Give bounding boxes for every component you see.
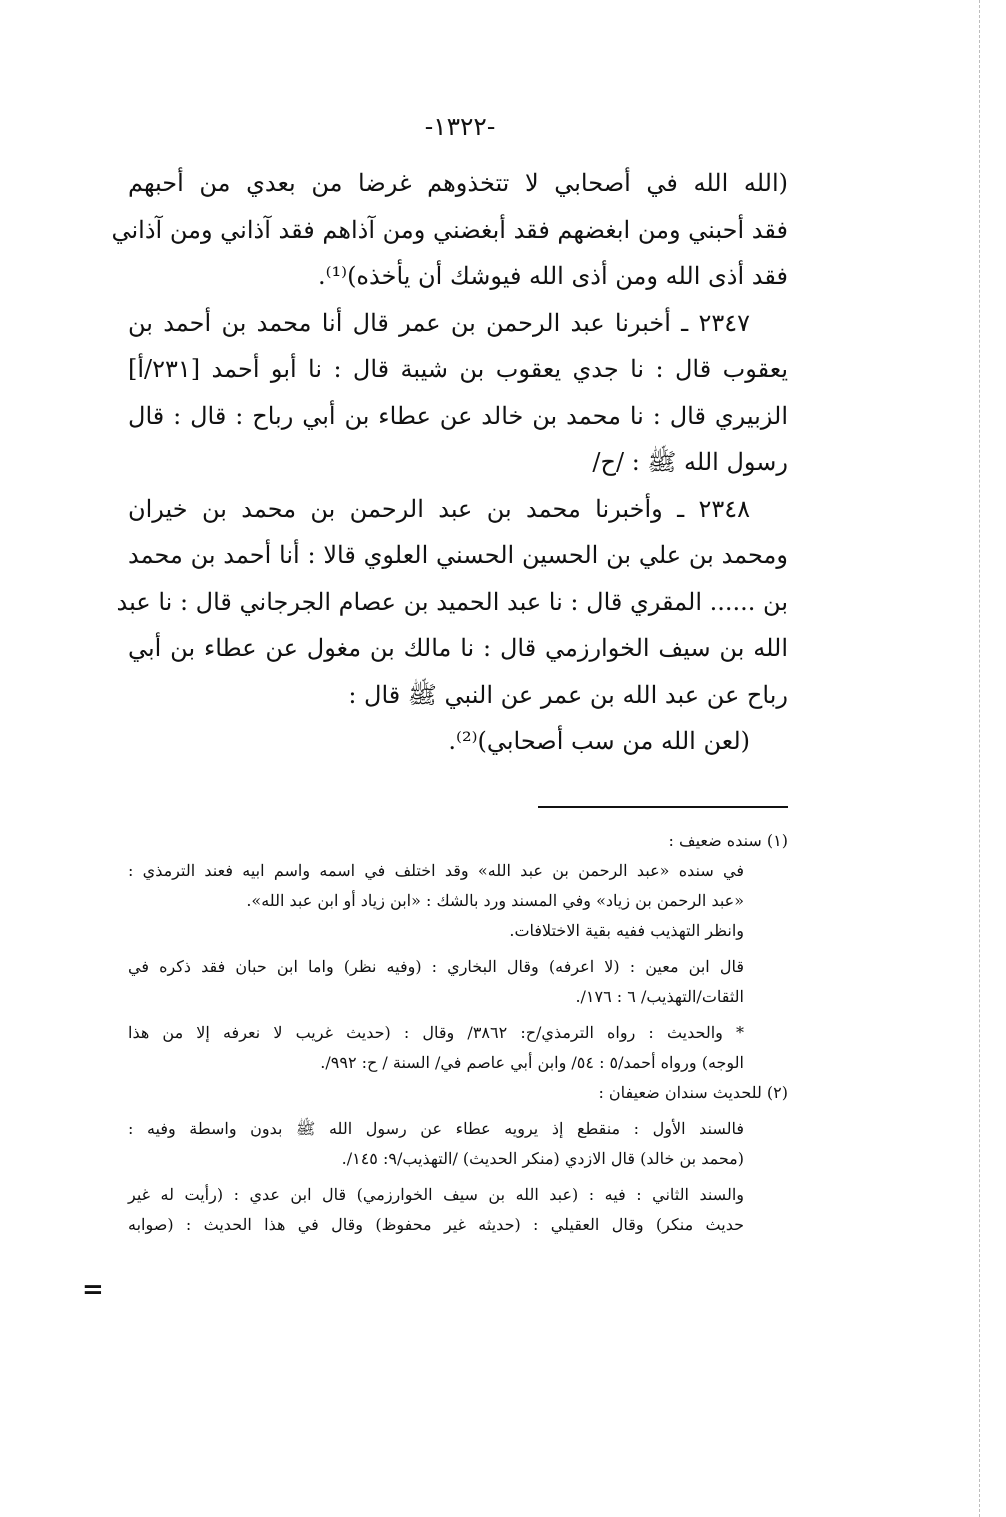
hadith-2347-start: ٢٣٤٧ ـ أخبرنا عبد الرحمن بن عمر قال أنا محمد بن أحمد بن: [128, 308, 750, 337]
footnote-line: الثقات/التهذيب/ ٦ : ١٧٦/.: [575, 987, 744, 1006]
footnote-2-heading: (٢) للحديث سندان ضعيفان :: [598, 1083, 788, 1102]
hadith-2348-start: ٢٣٤٨ ـ وأخبرنا محمد بن عبد الرحمن بن محمد بن خيران: [128, 494, 750, 523]
main-line: فقد أذى الله ومن أذى الله فيوشك أن يأخذه)⁽¹⁾.: [318, 262, 788, 290]
footnote-line: قال ابن معين : (لا اعرفه) وقال البخاري : (وفيه نظر) واما ابن حبان فقد ذكره في: [128, 957, 744, 976]
page-edge-line: [979, 0, 980, 1517]
footnote-separator: [538, 806, 788, 808]
footnote-line: حديث منكر) وقال العقيلي : (حديثه غير محفوظ) وقال في هذا الحديث : (صوابه: [128, 1215, 744, 1234]
main-line: بن ...... المقري قال : نا عبد الحميد بن عصام الجرجاني قال : نا عبد: [116, 587, 788, 616]
main-line: (الله الله في أصحابي لا تتخذوهم غرضا من بعدي من أحبهم: [128, 169, 788, 197]
main-line: فقد أحبني ومن ابغضهم فقد أبغضني ومن آذاهم فقد آذاني ومن آذاني: [111, 215, 788, 244]
continued-mark: =: [82, 1275, 104, 1305]
footnote-line: * والحديث : رواه الترمذي/ح: ٣٨٦٢/ وقال : (حديث غريب لا نعرفه إلا من هذا: [128, 1023, 745, 1042]
main-line: الله بن سيف الخوارزمي قال : نا مالك بن مغول عن عطاء بن أبي: [128, 634, 788, 662]
footnote-line: والسند الثاني : فيه : (عبد الله بن سيف الخوارزمي) قال ابن عدي : (رأيت له غير: [128, 1185, 744, 1204]
main-line: رباح عن عبد الله بن عمر عن النبي ﷺ قال :: [348, 680, 788, 709]
footnote-line: فالسند الأول : منقطع إذ يرويه عطاء عن رسول الله ﷺ بدون واسطة وفيه :: [128, 1119, 744, 1138]
footnote-line: «عبد الرحمن بن زياد» وفي المسند ورد بالشك : «ابن زياد أو ابن عبد الله».: [246, 891, 744, 910]
page-number: -١٣٢٢-: [424, 112, 496, 141]
footnote-line: وانظر التهذيب ففيه بقية الاختلافات.: [509, 921, 744, 940]
footnote-line: الوجه) ورواه أحمد/٥ : ٥٤/ وابن أبي عاصم في/ السنة / ح: ٩٩٢/.: [320, 1053, 744, 1072]
footnote-1-heading: (١) سنده ضعيف :: [668, 831, 788, 850]
main-line: (لعن الله من سب أصحابي)⁽²⁾.: [448, 727, 750, 755]
main-text: [111, 160, 788, 765]
main-line: يعقوب قال : نا جدي يعقوب بن شيبة قال : نا أبو أحمد [٢٣١/أ]: [128, 355, 788, 383]
footnote-line: في سنده «عبد الرحمن بن عبد الله» وقد اختلف في اسمه واسم ابيه فعند الترمذي :: [128, 861, 744, 880]
footnote-line: (محمد بن خالد) قال الازدي (منكر الحديث) /التهذيب/٩: ١٤٥/.: [341, 1149, 744, 1168]
main-line: ومحمد بن علي بن الحسين الحسني العلوي قالا : أنا أحمد بن محمد: [128, 541, 788, 569]
footnotes: [128, 826, 788, 1240]
main-line: رسول الله ﷺ : /ح/: [592, 448, 788, 476]
main-line: الزبيري قال : نا محمد بن خالد عن عطاء بن أبي رباح : قال : قال: [128, 401, 788, 430]
